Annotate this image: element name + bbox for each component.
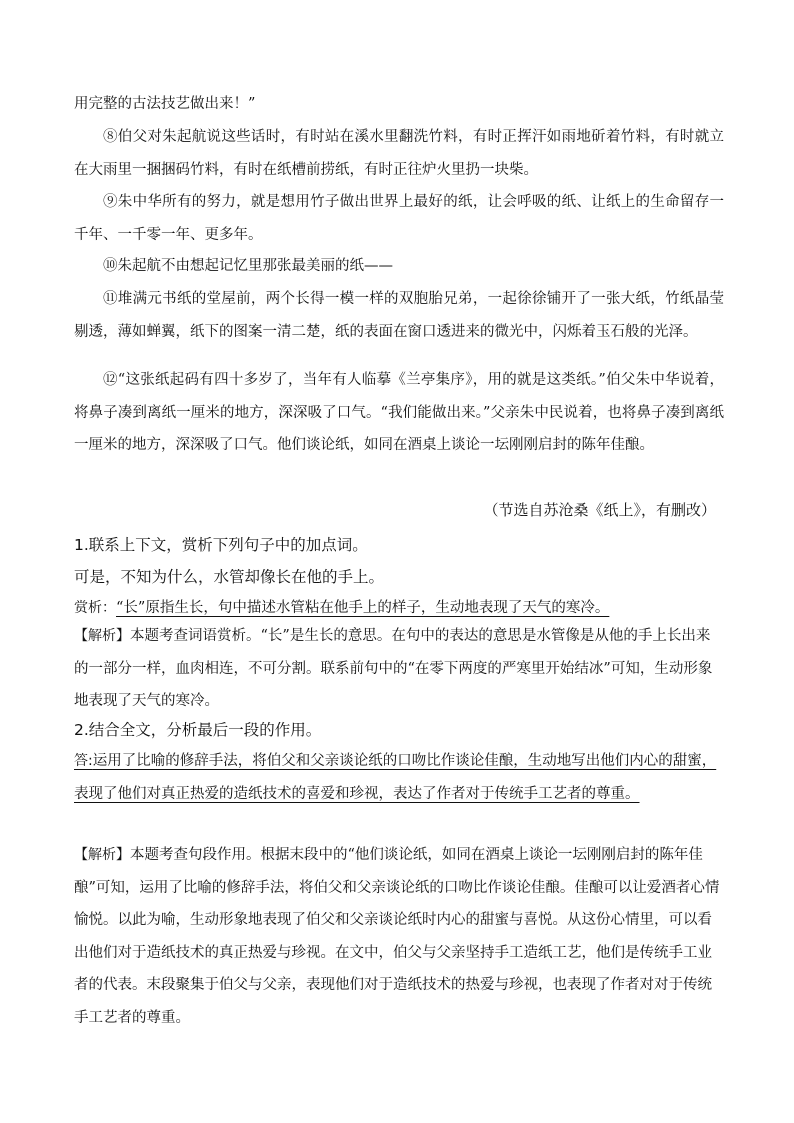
question-1-analysis [74,620,724,718]
question-1-prompt: 1.联系上下文，赏析下列句子中的加点词。 [74,536,368,554]
analysis-label: 【解析】 [74,628,130,644]
answer-label: 赏析： [74,600,116,616]
answer-text: “长”原指生长，句中描述水管粘在他手上的样子，生动地表现了天气的寒冷。 [116,600,610,616]
passage-paragraph-9: ⑨朱中华所有的努力，就是想用竹子做出世界上最好的纸，让会呼吸的纸、让纸上的生命留存一千年、一千零一年、更多年。 [74,194,724,243]
passage-paragraph-continued: 用完整的古法技艺做出来！” [74,96,256,112]
question-2-prompt: 2.结合全文，分析最后一段的作用。 [74,721,322,739]
passage-paragraph-10: ⑩朱起航不由想起记忆里那张最美丽的纸—— [103,258,393,274]
analysis-text: 本题考查句段作用。根据末段中的“他们谈论纸，如同在酒桌上谈论一坛刚刚启封的陈年佳酿”可知，运用了比喻的修辞手法，将伯父和父亲谈论纸的口吻比作谈论佳酿。佳酿可以让爱酒者心情愉悦。以此为喻，生动形象地表现了伯父和父亲谈论纸时内心的甜蜜与喜悦。从这份心情里，可以看出他们对于造纸技术的真正热爱与珍视。在文中，伯父与父亲坚持手工造纸工艺，他们是传统手工业者的代表。末段聚集于伯父与父亲，表现他们对于造纸技术的热爱与珍视，也表现了作者对对于传统手工艺者的尊重。 [74,847,720,1026]
passage-paragraph-12: ⑫“这张纸起码有四十多岁了，当年有人临摹《兰亭集序》，用的就是这类纸。”伯父朱中华说着，将鼻子凑到离纸一厘米的地方，深深吸了口气。“我们能做出来。”父亲朱中民说着，也将鼻子凑到离纸一厘米的地方，深深吸了口气。他们谈论纸，如同在酒桌上谈论一坛刚刚启封的陈年佳酿。 [74,372,724,453]
analysis-label: 【解析】 [74,847,130,863]
passage-paragraph-8: ⑧伯父对朱起航说这些话时，有时站在溪水里翻洗竹料，有时正挥汗如雨地斫着竹料，有时就立在大雨里一捆捆码竹料，有时在纸槽前捞纸，有时正往炉火里扔一块柴。 [74,129,724,178]
answer-text: 运用了比喻的修辞手法，将伯父和父亲谈论纸的口吻比作谈论佳酿，生动地写出他们内心的甜蜜，表现了他们对真正热爱的造纸技术的喜爱和珍视，表达了作者对于传统手工艺者的尊重。 [74,753,717,802]
passage-source: （节选自苏沧桑《纸上》，有删改） [483,501,716,519]
analysis-text: 本题考查词语赏析。“长”是生长的意思。在句中的表达的意思是水管像是从他的手上长出来的一部分一样，血肉相连，不可分割。联系前句中的“在零下两度的严寒里开始结冰”可知，生动形象地表现了天气的寒冷。 [74,628,713,709]
passage-paragraph-11: ⑪堆满元书纸的堂屋前，两个长得一模一样的双胞胎兄弟，一起徐徐铺开了一张大纸，竹纸晶莹剔透，薄如蝉翼，纸下的图案一清二楚，纸的表面在窗口透进来的微光中，闪烁着玉石般的光泽。 [74,291,724,340]
question-1-sentence: 可是，不知为什么，水管却像长在他的手上。 [74,568,385,586]
question-2-analysis [74,839,724,1034]
question-2-answer [74,745,724,810]
answer-label: 答: [74,753,93,769]
